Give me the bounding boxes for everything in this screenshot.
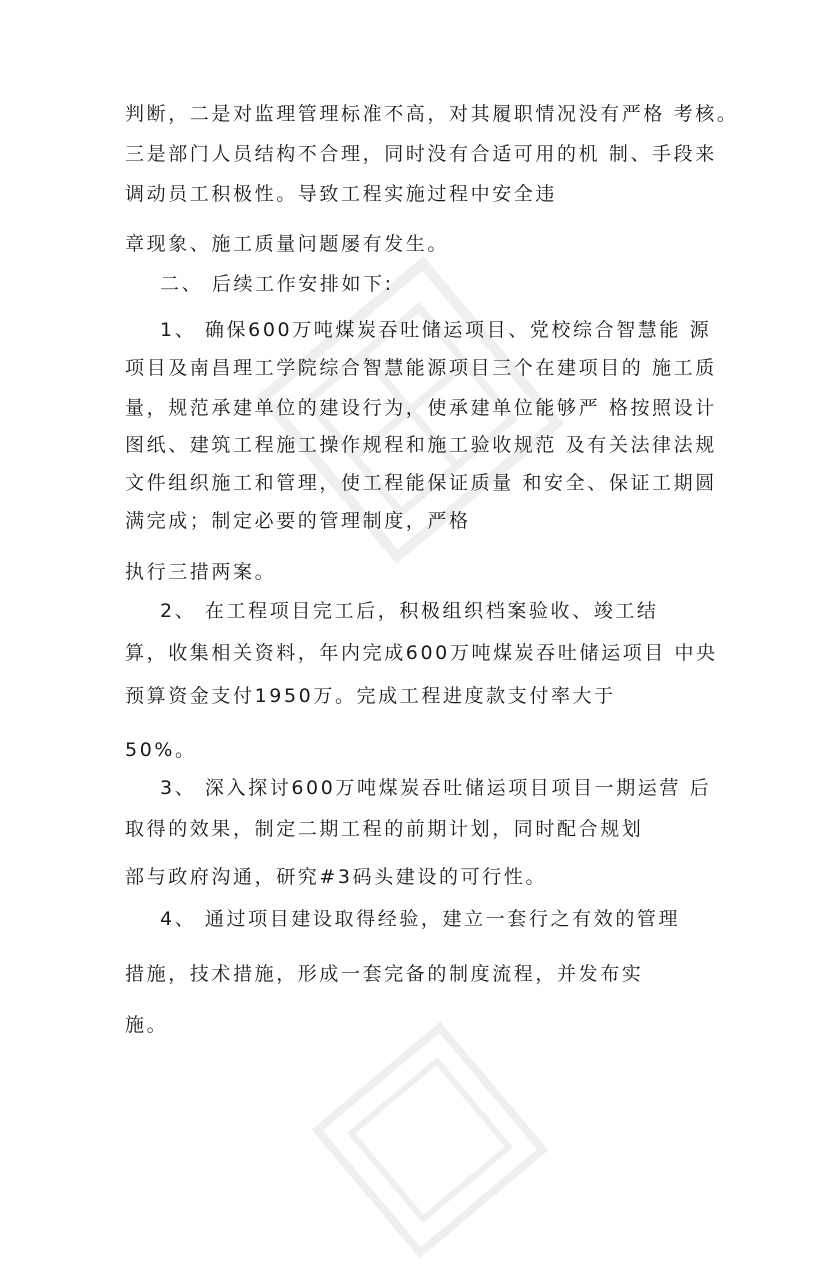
text-line: 算，收集相关资料，年内完成600万吨煤炭吞吐储运项目 中央 (125, 642, 718, 664)
text-line: 预算资金支付1950万。完成工程进度款支付率大于 (125, 685, 616, 707)
text-line: 3、 深入探讨600万吨煤炭吞吐储运项目项目一期运营 后 (160, 777, 712, 799)
text-line: 执行三措两案。 (125, 561, 277, 583)
text-line: 调动员工积极性。导致工程实施过程中安全违 (125, 183, 558, 205)
watermark-stamp-icon (281, 993, 578, 1287)
text-line: 图纸、建筑工程施工操作规程和施工验收规范 及有关法律法规 (125, 434, 717, 456)
text-line: 项目及南昌理工学院综合智慧能源项目三个在建项目的 施工质 (125, 357, 717, 379)
text-line: 4、 通过项目建设取得经验，建立一套行之有效的管理 (160, 908, 681, 930)
text-line: 满完成；制定必要的管理制度，严格 (125, 510, 471, 532)
text-line: 判断，二是对监理管理标准不高，对其履职情况没有严格 考核。 (125, 103, 739, 125)
text-line: 2、 在工程项目完工后，积极组织档案验收、竣工结 (160, 600, 659, 622)
text-line: 量，规范承建单位的建设行为，使承建单位能够严 格按照设计 (125, 397, 717, 419)
text-line: 章现象、施工质量问题屡有发生。 (125, 233, 450, 255)
text-line: 50%。 (125, 739, 197, 761)
section-heading: 二、 后续工作安排如下: (160, 273, 394, 295)
text-line: 措施，技术措施，形成一套完备的制度流程，并发布实 (125, 963, 644, 985)
text-line: 部与政府沟通，研究#3码头建设的可行性。 (125, 866, 548, 888)
text-line: 施。 (125, 1014, 169, 1036)
text-line: 三是部门人员结构不合理，同时没有合适可用的机 制、手段来 (125, 143, 717, 165)
text-line: 1、 确保600万吨煤炭吞吐储运项目、党校综合智慧能 源 (160, 319, 712, 341)
text-line: 文件组织施工和管理，使工程能保证质量 和安全、保证工期圆 (125, 472, 717, 494)
text-line: 取得的效果，制定二期工程的前期计划，同时配合规划 (125, 818, 644, 840)
